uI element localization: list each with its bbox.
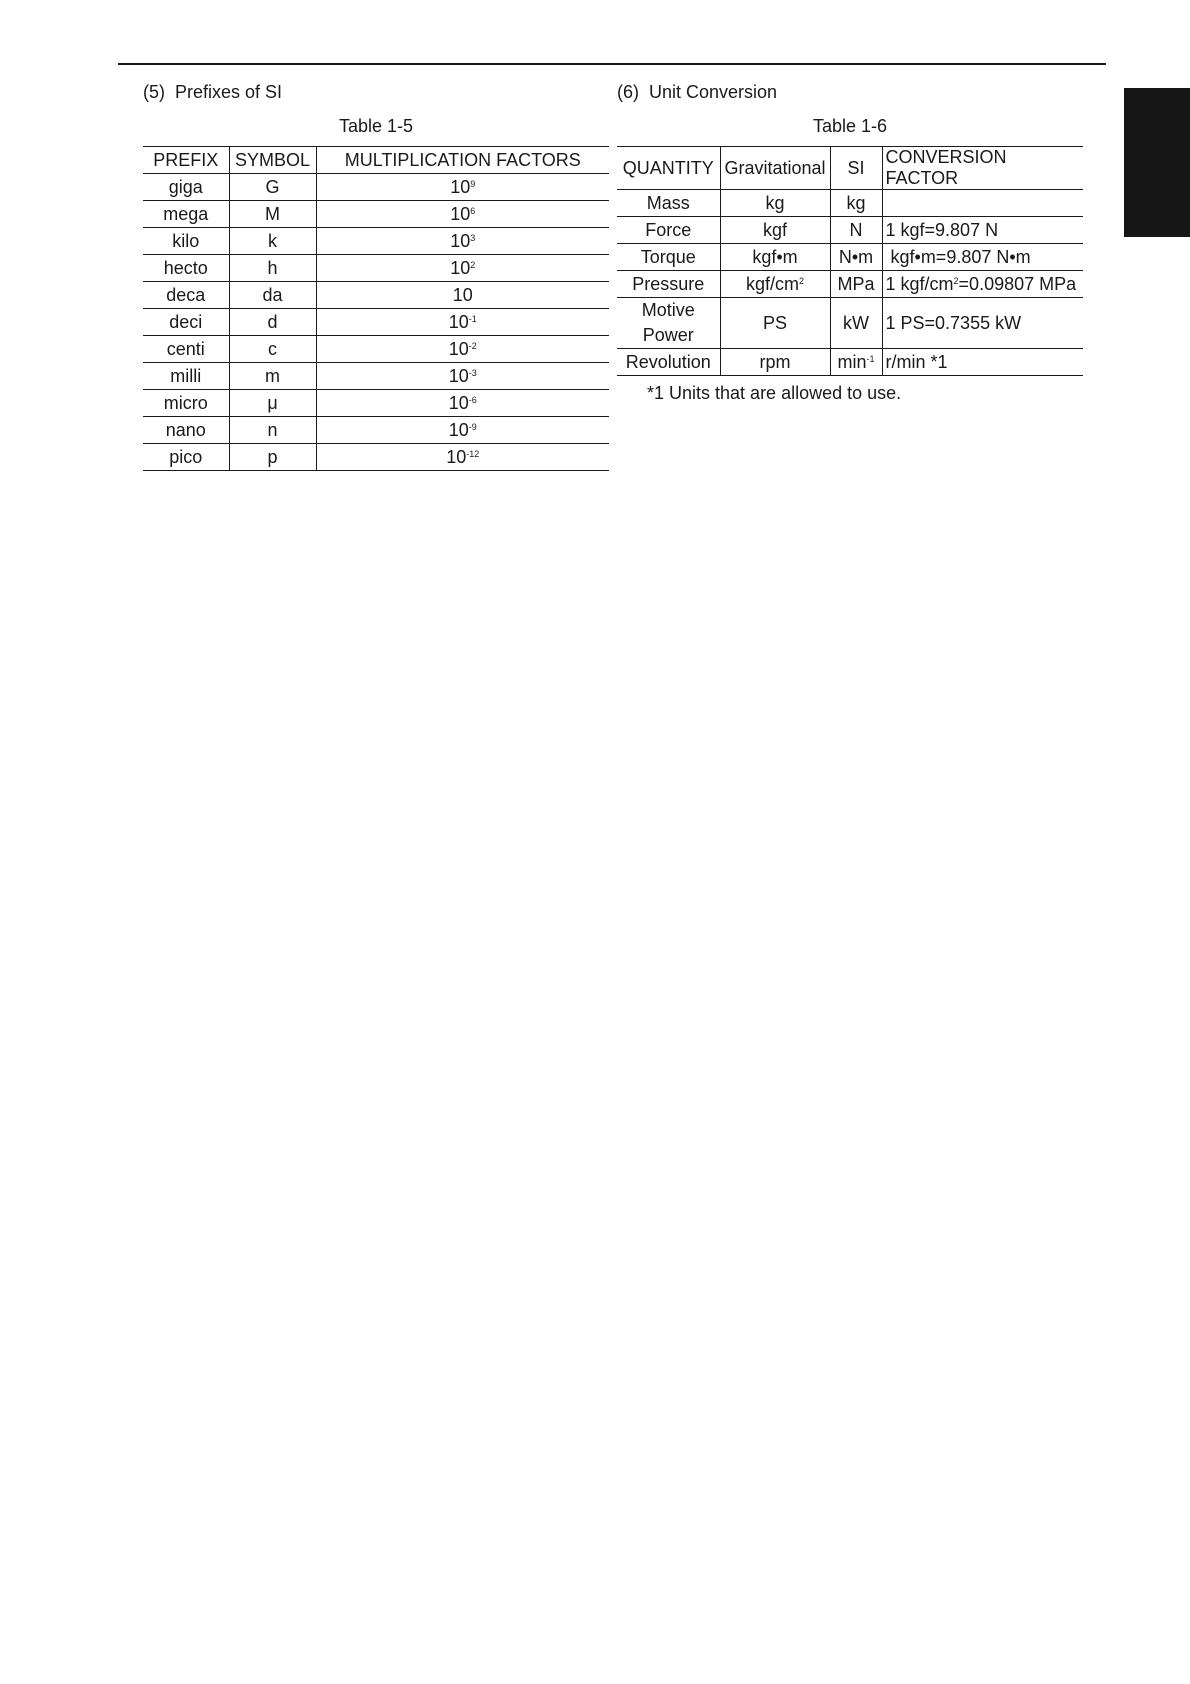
factor-cell: $10^{-1}$ (316, 309, 609, 336)
factor-cell: $10^3$ (316, 228, 609, 255)
factor-cell: $10^{-3}$ (316, 363, 609, 390)
prefix-cell: giga (143, 174, 229, 201)
table-row-mass (617, 190, 1083, 217)
header-quantity: QUANTITY (617, 147, 720, 190)
factor-cell: $10^{-6}$ (316, 390, 609, 417)
header-multiplication-factors: MULTIPLICATION FACTORS (316, 147, 609, 174)
symbol-cell: μ (229, 390, 316, 417)
symbol-cell: G (229, 174, 316, 201)
si-cell: MPa (830, 271, 882, 298)
symbol-cell: k (229, 228, 316, 255)
unit-conversion-header (617, 147, 1083, 190)
section-heading-unit-conversion: (6) Unit Conversion (617, 82, 778, 102)
symbol-cell: p (229, 444, 316, 471)
prefix-table-header (143, 147, 609, 174)
footnote: *1 Units that are allowed to use. (647, 383, 902, 403)
conversion-cell: 1 kgf=9.807 N (882, 217, 1083, 244)
quantity-cell: Motive Power (617, 298, 720, 349)
conversion-cell (882, 190, 1083, 217)
table-row (143, 174, 609, 201)
unit-conversion-table (617, 146, 1083, 376)
factor-cell: $10^9$ (316, 174, 609, 201)
header-symbol: SYMBOL (229, 147, 316, 174)
table-row (143, 255, 609, 282)
prefix-cell: deci (143, 309, 229, 336)
table-row-motive-power (617, 298, 1083, 349)
factor-cell: $10^{-12}$ (316, 444, 609, 471)
si-cell: $\min^{-1}$ (830, 349, 882, 376)
prefix-cell: milli (143, 363, 229, 390)
factor-cell: $10^6$ (316, 201, 609, 228)
top-rule (118, 63, 1106, 65)
prefix-cell: mega (143, 201, 229, 228)
gravitational-cell: kgf/$cm^2$ (720, 271, 830, 298)
symbol-cell: M (229, 201, 316, 228)
si-cell: N•m (830, 244, 882, 271)
conversion-cell: 1 PS=0.7355 kW (882, 298, 1083, 349)
table-row (143, 363, 609, 390)
header-si: SI (830, 147, 882, 190)
conversion-cell: kgf•m=9.807 N•m (882, 244, 1083, 271)
gravitational-cell: kgf•m (720, 244, 830, 271)
symbol-cell: n (229, 417, 316, 444)
chapter-tab (1124, 88, 1190, 237)
table-row (143, 444, 609, 471)
si-cell: N (830, 217, 882, 244)
quantity-cell: Torque (617, 244, 720, 271)
factor-cell: $10^{-9}$ (316, 417, 609, 444)
factor-cell: 10 (316, 282, 609, 309)
conversion-cell: r/min *1 (882, 349, 1083, 376)
gravitational-cell: rpm (720, 349, 830, 376)
table-caption-1-6: Table 1-6 (812, 116, 888, 136)
prefix-cell: micro (143, 390, 229, 417)
factor-cell: $10^{-2}$ (316, 336, 609, 363)
prefix-cell: kilo (143, 228, 229, 255)
gravitational-cell: PS (720, 298, 830, 349)
table-row-force (617, 217, 1083, 244)
symbol-cell: h (229, 255, 316, 282)
si-cell: kW (830, 298, 882, 349)
prefix-table (143, 146, 609, 471)
factor-cell: $10^2$ (316, 255, 609, 282)
symbol-cell: m (229, 363, 316, 390)
symbol-cell: c (229, 336, 316, 363)
table-row (143, 309, 609, 336)
symbol-cell: da (229, 282, 316, 309)
si-cell: kg (830, 190, 882, 217)
prefix-cell: deca (143, 282, 229, 309)
table-row-pressure (617, 271, 1083, 298)
quantity-cell: Pressure (617, 271, 720, 298)
header-prefix: PREFIX (143, 147, 229, 174)
table-row (143, 417, 609, 444)
quantity-cell: Revolution (617, 349, 720, 376)
table-row (143, 282, 609, 309)
symbol-cell: d (229, 309, 316, 336)
gravitational-cell: kg (720, 190, 830, 217)
table-row (143, 336, 609, 363)
table-row (143, 228, 609, 255)
gravitational-cell: kgf (720, 217, 830, 244)
prefix-cell: centi (143, 336, 229, 363)
quantity-cell: Force (617, 217, 720, 244)
prefix-cell: hecto (143, 255, 229, 282)
header-gravitational: Gravitational (720, 147, 830, 190)
header-conversion-factor: CONVERSION FACTOR (882, 147, 1083, 190)
section-heading-prefixes: (5) Prefixes of SI (143, 82, 283, 102)
prefix-cell: pico (143, 444, 229, 471)
quantity-cell: Mass (617, 190, 720, 217)
table-row (143, 201, 609, 228)
table-row (143, 390, 609, 417)
prefix-cell: nano (143, 417, 229, 444)
table-row-revolution (617, 349, 1083, 376)
table-row-torque (617, 244, 1083, 271)
conversion-cell: 1 kgf/$cm^2=0.09807$ MPa (882, 271, 1083, 298)
table-caption-1-5: Table 1-5 (338, 116, 414, 136)
